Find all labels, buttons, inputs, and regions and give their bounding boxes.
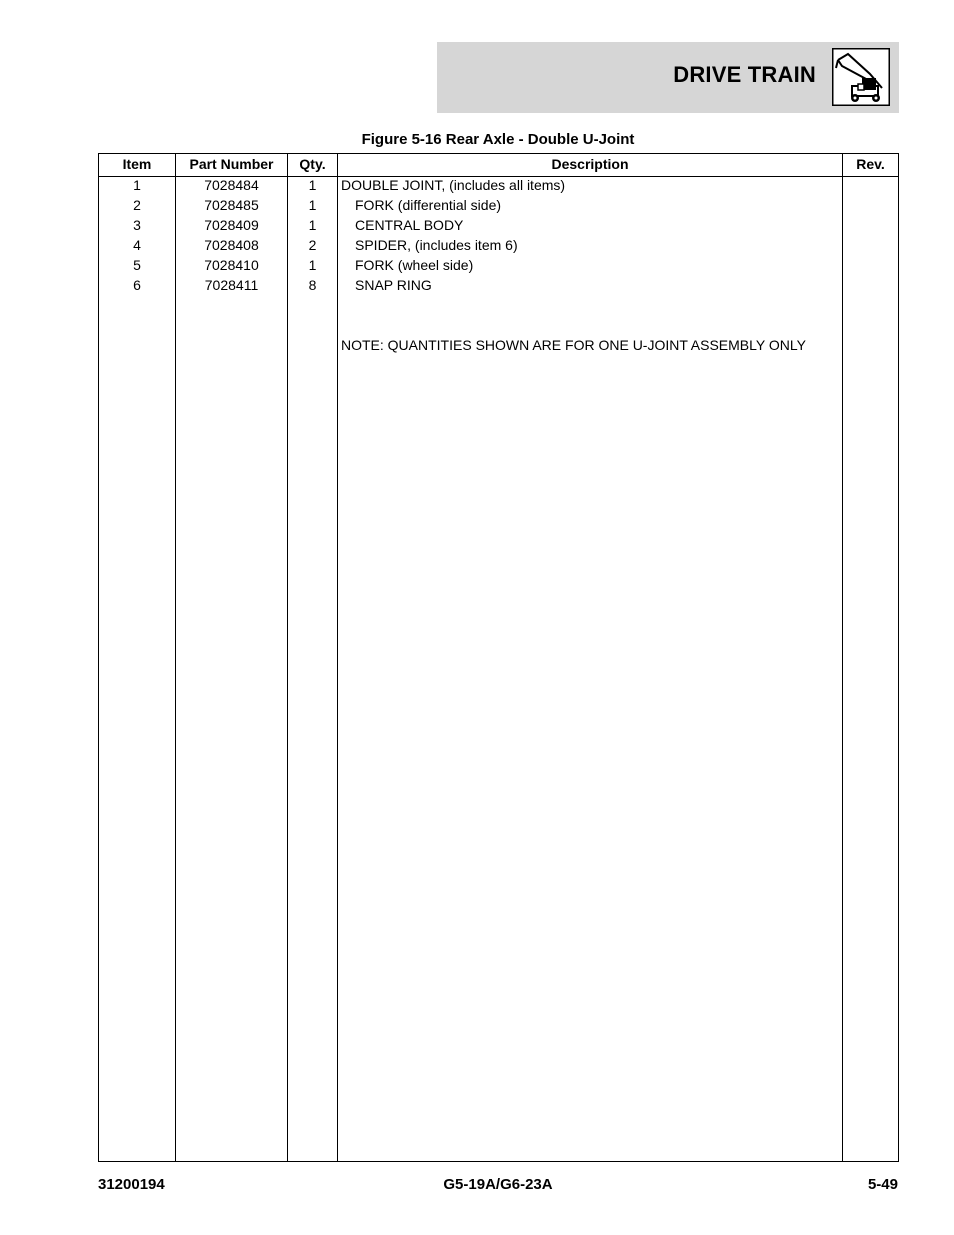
description: FORK (wheel side) [355,257,474,273]
quantity: 1 [308,197,317,213]
column-divider [337,154,338,1161]
column-header-qty: Qty. [299,156,326,172]
part-number: 7028485 [204,197,259,213]
item-number: 1 [133,177,141,193]
lift-machine-icon [832,48,890,106]
table-row [99,275,898,295]
item-number: 3 [133,217,141,233]
column-divider [287,154,288,1161]
item-number: 2 [133,197,141,213]
item-number: 5 [133,257,141,273]
item-number: 6 [133,277,141,293]
figure-title: Figure 5-16 Rear Axle - Double U-Joint [361,131,635,148]
table-row [99,175,898,195]
description: SNAP RING [355,277,432,293]
model-number: G5-19A/G6-23A [443,1176,553,1193]
description: CENTRAL BODY [355,217,464,233]
description: SPIDER, (includes item 6) [355,237,518,253]
column-header-part-number: Part Number [189,156,274,172]
section-title: DRIVE TRAIN [673,62,816,87]
quantity: 1 [308,217,317,233]
part-number: 7028409 [204,217,259,233]
column-header-description: Description [551,156,629,172]
description: FORK (differential side) [355,197,502,213]
assembly-note: NOTE: QUANTITIES SHOWN ARE FOR ONE U-JOINT ASSEMBLY ONLY [341,337,806,353]
part-number: 7028411 [204,277,259,293]
quantity: 1 [308,177,317,193]
section-header [437,42,899,113]
part-number: 7028408 [204,237,259,253]
table-row [99,195,898,215]
column-header-rev: Rev. [856,156,885,172]
part-number: 7028484 [204,177,259,193]
page-number: 5-49 [867,1176,898,1193]
quantity: 2 [308,237,317,253]
item-number: 4 [133,237,141,253]
doc-number: 31200194 [98,1176,165,1193]
table-row [99,255,898,275]
table-row [99,235,898,255]
quantity: 1 [308,257,317,273]
part-number: 7028410 [204,257,259,273]
column-header-item: Item [122,156,152,172]
column-divider [175,154,176,1161]
quantity: 8 [308,277,317,293]
parts-table [98,153,899,1162]
column-divider [842,154,843,1161]
description: DOUBLE JOINT, (includes all items) [341,177,566,193]
table-row [99,215,898,235]
